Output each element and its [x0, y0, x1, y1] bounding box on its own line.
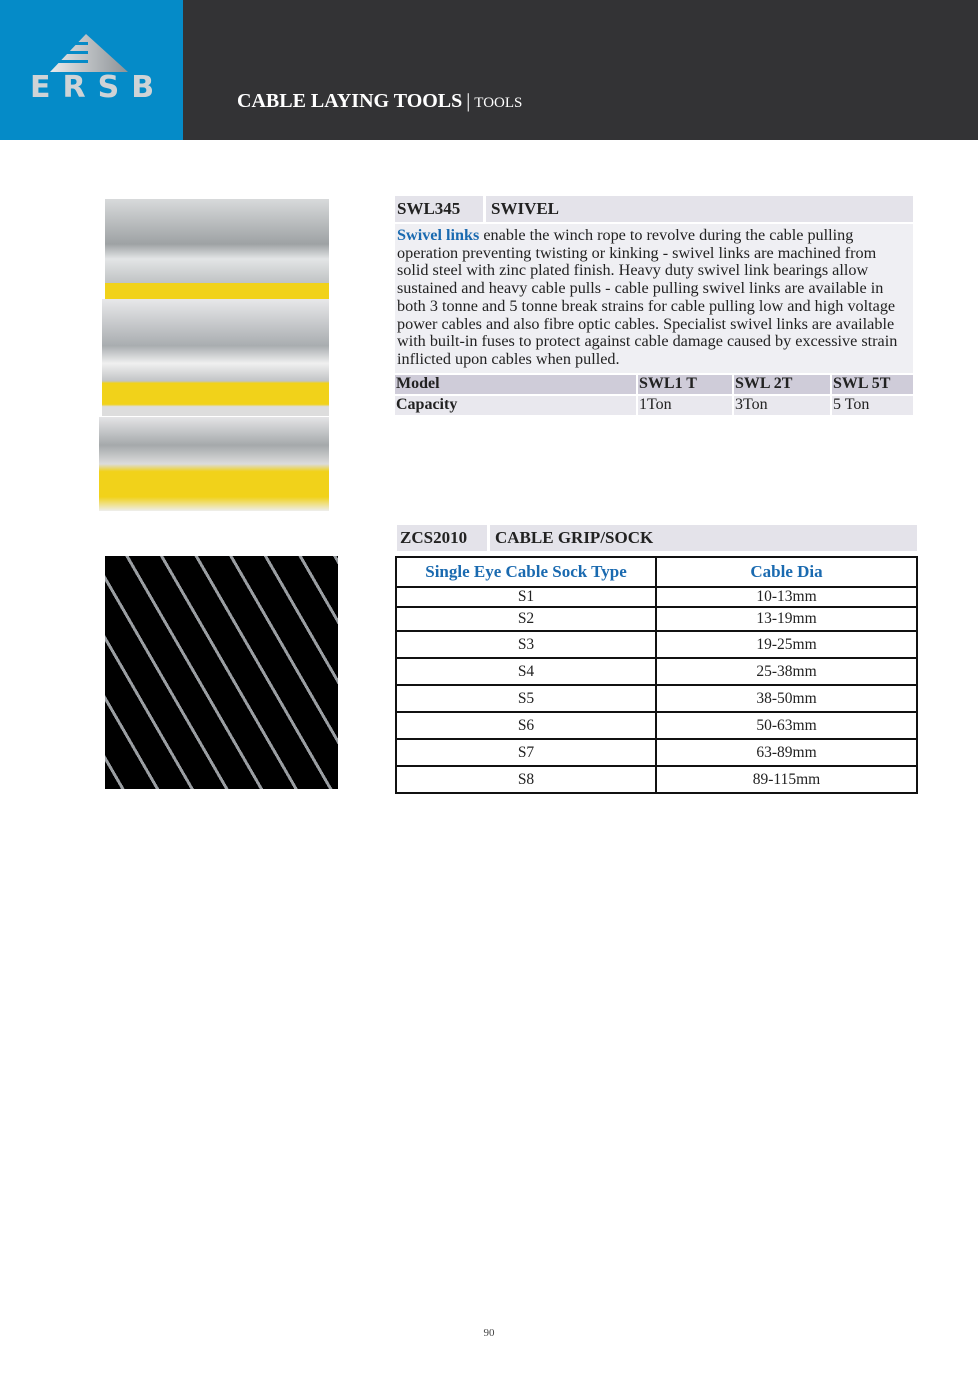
capacity-row: [395, 396, 913, 415]
header-bar: [0, 0, 978, 140]
swivel-photo-3: [99, 417, 329, 511]
pyramid-logo-icon: [28, 32, 138, 72]
sock-type-cell: S2: [396, 607, 656, 631]
cable-dia-cell: 13-19mm: [656, 607, 917, 631]
table-row: [396, 587, 917, 607]
table-row: [396, 685, 917, 712]
sock-type-cell: S8: [396, 766, 656, 793]
table-row: [396, 766, 917, 793]
column-header: Cable Dia: [656, 557, 917, 587]
product-name: SWIVEL: [491, 199, 560, 218]
cable-dia-cell: 10-13mm: [656, 587, 917, 607]
sock-type-cell: S6: [396, 712, 656, 739]
model-cell: SWL 5T: [832, 375, 913, 394]
cable-dia-cell: 63-89mm: [656, 739, 917, 766]
swivel-section: [395, 196, 913, 415]
product-name: CABLE GRIP/SOCK: [495, 528, 654, 547]
cable-dia-cell: 89-115mm: [656, 766, 917, 793]
column-header: Single Eye Cable Sock Type: [396, 557, 656, 587]
cable-dia-cell: 38-50mm: [656, 685, 917, 712]
title-separator: |: [466, 90, 471, 112]
table-row: [396, 739, 917, 766]
table-row: [396, 607, 917, 631]
description-highlight: Swivel links: [397, 226, 480, 244]
product-code: ZCS2010: [397, 525, 490, 551]
swivel-header: [395, 196, 913, 222]
grip-header: [397, 525, 917, 551]
swivel-description: [395, 224, 913, 373]
capacity-cell: 1Ton: [638, 396, 732, 415]
title-subtitle: TOOLS: [474, 95, 523, 111]
logo-text: ERSB: [30, 70, 167, 105]
model-cell: SWL1 T: [638, 375, 732, 394]
cable-sock-photo: [105, 556, 338, 789]
cable-dia-cell: 25-38mm: [656, 658, 917, 685]
table-row: [396, 712, 917, 739]
sock-type-cell: S3: [396, 631, 656, 658]
capacity-cell: 5 Ton: [832, 396, 913, 415]
sock-type-cell: S5: [396, 685, 656, 712]
table-row: [396, 658, 917, 685]
page-title: [237, 90, 522, 113]
model-row: [395, 375, 913, 394]
sock-type-cell: S7: [396, 739, 656, 766]
description-text: enable the winch rope to revolve during the cable pulling operation preventing twisting or kinking - swivel links are machined from solid steel with zinc plated finish. Heavy duty swivel link bearings allow sustained and heavy cable pulls - cable pulling swivel links are available in both 3 tonne and 5 tonne break strains for cable pulling low and high voltage power cables and also fibre optic cables. Specialist swivel links are available with built-in fuses to protect against cable damage caused by excessive strain inflicted upon cables when pulled.: [397, 226, 898, 368]
swivel-photo-2: [102, 299, 329, 416]
cable-sock-table: [395, 556, 918, 794]
model-label: Model: [395, 375, 636, 394]
table-row: [396, 631, 917, 658]
tape-measure: [105, 283, 329, 299]
sock-type-cell: S1: [396, 587, 656, 607]
capacity-cell: 3Ton: [734, 396, 830, 415]
cable-dia-cell: 50-63mm: [656, 712, 917, 739]
product-code: SWL345: [395, 196, 486, 222]
capacity-label: Capacity: [395, 396, 636, 415]
sock-type-cell: S4: [396, 658, 656, 685]
cable-dia-cell: 19-25mm: [656, 631, 917, 658]
title-main: CABLE LAYING TOOLS: [237, 90, 463, 112]
page-number: 90: [483, 1327, 495, 1339]
ersb-logo: [0, 0, 183, 140]
model-cell: SWL 2T: [734, 375, 830, 394]
